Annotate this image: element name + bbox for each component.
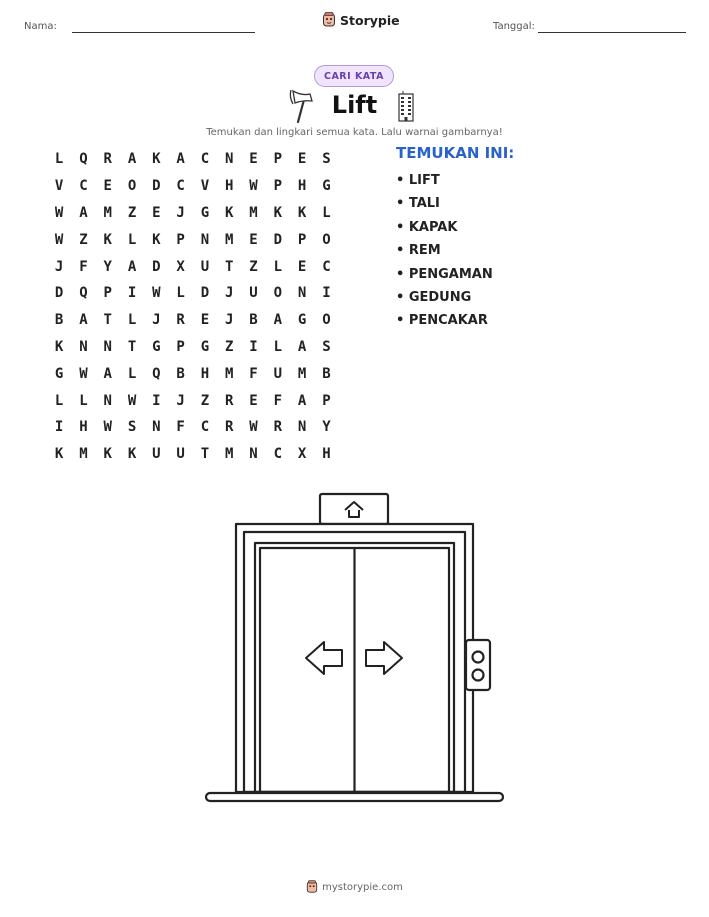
storypie-logo-icon [322, 12, 336, 28]
grid-letter: L [273, 258, 283, 275]
grid-letter: F [273, 392, 283, 409]
grid-letter: P [176, 338, 185, 355]
grid-letter: Z [225, 338, 234, 355]
word-item: • REM [396, 243, 441, 259]
grid-letter: N [152, 419, 161, 436]
grid-letter: B [176, 365, 185, 382]
grid-letter: D [54, 285, 64, 302]
grid-letter: W [54, 204, 64, 221]
grid-letter: R [225, 392, 234, 409]
grid-letter: K [273, 204, 283, 221]
grid-row [47, 226, 339, 253]
grid-letter: G [322, 178, 331, 195]
grid-letter: B [249, 312, 258, 329]
grid-letter: T [200, 446, 210, 463]
grid-letter: J [176, 392, 185, 409]
grid-letter: E [200, 312, 210, 329]
grid-letter: I [152, 392, 161, 409]
grid-letter: L [127, 231, 137, 248]
grid-letter: I [322, 285, 331, 302]
brand-name: Storypie [340, 12, 400, 28]
grid-letter: E [103, 178, 112, 195]
grid-letter: Y [322, 419, 331, 436]
grid-letter: H [322, 446, 331, 463]
grid-letter: I [127, 285, 137, 302]
grid-letter: X [176, 258, 185, 275]
grid-letter: O [273, 285, 283, 302]
date-label: Tanggal: [493, 21, 535, 32]
grid-letter: K [297, 204, 307, 221]
grid-letter: W [127, 392, 137, 409]
grid-letter: T [127, 338, 137, 355]
grid-letter: R [225, 419, 234, 436]
grid-row [47, 280, 339, 307]
grid-letter: R [176, 312, 185, 329]
grid-letter: B [322, 365, 331, 382]
grid-letter: P [273, 178, 283, 195]
building-icon [398, 90, 414, 122]
grid-letter: S [322, 151, 331, 168]
grid-letter: J [225, 312, 234, 329]
grid-letter: K [54, 338, 64, 355]
grid-letter: A [103, 365, 112, 382]
grid-letter: D [152, 178, 161, 195]
grid-letter: A [297, 338, 307, 355]
grid-letter: N [79, 338, 88, 355]
grid-letter: N [103, 392, 112, 409]
grid-letter: G [200, 338, 210, 355]
grid-row [47, 414, 339, 441]
footer-url[interactable]: mystorypie.com [322, 881, 403, 893]
grid-letter: Z [200, 392, 210, 409]
word-item: • GEDUNG [396, 289, 472, 305]
brand [322, 12, 400, 28]
grid-letter: Y [103, 258, 112, 275]
storypie-logo-icon [306, 880, 318, 894]
grid-letter: C [200, 151, 210, 168]
grid-letter: J [225, 285, 234, 302]
grid-letter: N [249, 446, 258, 463]
grid-letter: P [297, 231, 307, 248]
grid-letter: F [79, 258, 88, 275]
grid-row [47, 387, 339, 414]
grid-letter: W [249, 178, 258, 195]
grid-letter: V [200, 178, 210, 195]
grid-letter: A [176, 151, 185, 168]
grid-letter: L [273, 338, 283, 355]
word-item: • KAPAK [396, 219, 458, 235]
grid-letter: G [200, 204, 210, 221]
grid-letter: N [297, 419, 307, 436]
grid-letter: K [152, 151, 161, 168]
grid-letter: R [273, 419, 283, 436]
grid-letter: L [54, 151, 64, 168]
grid-letter: P [322, 392, 331, 409]
grid-row [47, 441, 339, 468]
word-item: • PENGAMAN [396, 266, 493, 282]
grid-row [47, 253, 339, 280]
grid-letter: C [322, 258, 331, 275]
grid-letter: I [54, 419, 64, 436]
name-label: Nama: [24, 21, 57, 32]
grid-letter: J [54, 258, 64, 275]
grid-letter: D [273, 231, 283, 248]
grid-letter: F [249, 365, 258, 382]
grid-letter: N [225, 151, 234, 168]
date-field[interactable] [538, 32, 686, 33]
grid-letter: C [176, 178, 185, 195]
grid-letter: K [152, 231, 161, 248]
grid-letter: W [79, 365, 88, 382]
grid-letter: S [322, 338, 331, 355]
word-item: • PENCAKAR [396, 313, 488, 329]
word-list [396, 171, 493, 335]
grid-letter: L [127, 312, 137, 329]
word-search-grid [47, 146, 339, 468]
word-item: • TALI [396, 196, 440, 212]
grid-letter: O [322, 231, 331, 248]
grid-letter: K [54, 446, 64, 463]
word-item: • LIFT [396, 173, 440, 188]
grid-letter: K [127, 446, 137, 463]
grid-letter: T [225, 258, 234, 275]
grid-letter: G [54, 365, 64, 382]
grid-letter: E [152, 204, 161, 221]
grid-letter: G [297, 312, 307, 329]
grid-letter: E [297, 258, 307, 275]
grid-letter: H [79, 419, 88, 436]
grid-letter: H [200, 365, 210, 382]
find-title: TEMUKAN INI: [396, 144, 515, 162]
grid-letter: Z [249, 258, 258, 275]
grid-letter: L [54, 392, 64, 409]
grid-letter: G [152, 338, 161, 355]
grid-letter: N [103, 338, 112, 355]
grid-letter: U [249, 285, 258, 302]
grid-letter: O [127, 178, 137, 195]
grid-letter: E [249, 151, 258, 168]
grid-letter: L [322, 204, 331, 221]
elevator-illustration [200, 490, 510, 810]
grid-letter: E [297, 151, 307, 168]
grid-letter: A [127, 151, 137, 168]
grid-letter: E [249, 392, 258, 409]
grid-letter: O [322, 312, 331, 329]
grid-letter: V [54, 178, 64, 195]
grid-letter: M [225, 446, 234, 463]
grid-letter: U [152, 446, 161, 463]
grid-letter: I [249, 338, 258, 355]
grid-letter: N [200, 231, 210, 248]
grid-letter: M [103, 204, 112, 221]
grid-letter: D [200, 285, 210, 302]
grid-letter: C [79, 178, 88, 195]
grid-letter: T [103, 312, 112, 329]
grid-letter: Q [79, 285, 88, 302]
grid-letter: D [152, 258, 161, 275]
grid-row [47, 146, 339, 173]
grid-letter: B [54, 312, 64, 329]
grid-letter: Q [152, 365, 161, 382]
grid-letter: M [249, 204, 258, 221]
grid-row [47, 173, 339, 200]
grid-letter: Z [79, 231, 88, 248]
grid-letter: U [176, 446, 185, 463]
grid-letter: P [273, 151, 283, 168]
grid-row [47, 200, 339, 227]
grid-letter: P [103, 285, 112, 302]
grid-letter: A [79, 312, 88, 329]
instructions: Temukan dan lingkari semua kata. Lalu warnai gambarnya! [206, 127, 503, 138]
grid-row [47, 334, 339, 361]
activity-badge: CARI KATA [314, 65, 394, 87]
grid-letter: A [273, 312, 283, 329]
grid-letter: A [79, 204, 88, 221]
grid-letter: C [273, 446, 283, 463]
grid-letter: J [176, 204, 185, 221]
grid-letter: K [103, 446, 112, 463]
grid-letter: N [297, 285, 307, 302]
grid-letter: L [79, 392, 88, 409]
grid-letter: M [225, 231, 234, 248]
grid-letter: P [176, 231, 185, 248]
grid-letter: Z [127, 204, 137, 221]
grid-letter: L [127, 365, 137, 382]
grid-letter: M [79, 446, 88, 463]
grid-letter: U [200, 258, 210, 275]
grid-row [47, 307, 339, 334]
grid-row [47, 360, 339, 387]
grid-letter: E [249, 231, 258, 248]
name-field[interactable] [72, 32, 255, 33]
page-title: Lift [331, 91, 378, 119]
grid-letter: L [176, 285, 185, 302]
grid-letter: J [152, 312, 161, 329]
grid-letter: Q [79, 151, 88, 168]
grid-letter: W [103, 419, 112, 436]
grid-letter: K [103, 231, 112, 248]
grid-letter: U [273, 365, 283, 382]
grid-letter: W [152, 285, 161, 302]
footer [0, 880, 709, 894]
grid-letter: C [200, 419, 210, 436]
grid-letter: M [225, 365, 234, 382]
grid-letter: M [297, 365, 307, 382]
grid-letter: X [297, 446, 307, 463]
grid-letter: W [249, 419, 258, 436]
grid-letter: H [225, 178, 234, 195]
grid-letter: W [54, 231, 64, 248]
grid-letter: K [225, 204, 234, 221]
grid-letter: A [297, 392, 307, 409]
grid-letter: S [127, 419, 137, 436]
grid-letter: F [176, 419, 185, 436]
grid-letter: H [297, 178, 307, 195]
grid-letter: R [103, 151, 112, 168]
grid-letter: A [127, 258, 137, 275]
